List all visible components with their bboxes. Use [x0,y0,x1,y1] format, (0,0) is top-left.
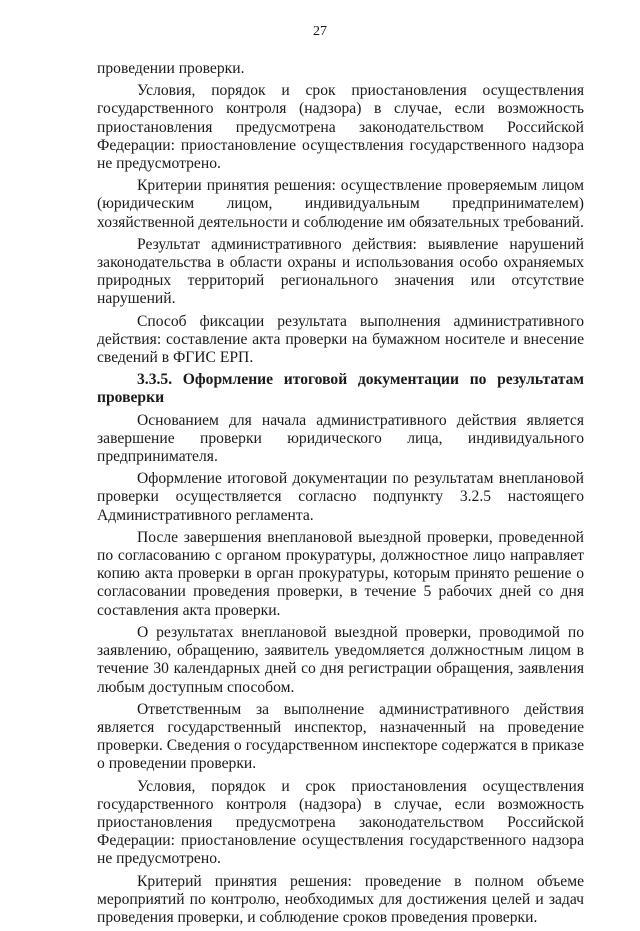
paragraph-continuation: проведении проверки. [97,60,245,77]
paragraph-decision-criteria: Критерии принятия решения: осуществление проверяемым лицом (юридическим лицом, индивидуальным предпринимателем) хозяйственной деятельности и соблюдение им обязательных требований. [97,177,584,231]
paragraph-prosecutor-copy: После завершения внеплановой выездной проверки, проведенной по согласованию с органом прокуратуры, должностное лицо направляет копию акта проверки в орган прокуратуры, которым принято решение о согласовании проведения проверки, в течение 5 рабочих дней со дня составления акта проверки. [97,528,584,619]
page-number: 27 [313,24,327,39]
paragraph-decision-criterion-final: Критерий принятия решения: проведение в полном объеме мероприятий по контролю, необходимых для достижения целей и задач проведения проверки, и соблюдение сроков проведения проверки. [97,872,584,926]
paragraph-suspension-conditions-repeat: Условия, порядок и срок приостановления осуществления государственного контроля (надзора) в случае, если возможность приостановления предусмотрена законодательством Российской Федерации: приостановление осуществления государственного надзора не предусмотрено. [97,777,584,868]
document-body [97,60,584,931]
paragraph-action-basis: Основанием для начала административного действия является завершение проверки юридического лица, индивидуального предпринимателя. [97,411,584,466]
paragraph-documentation: Оформление итоговой документации по результатам внеплановой проверки осуществляется согласно подпункту 3.2.5 настоящего Административного регламента. [97,470,584,524]
paragraph-responsible-person: Ответственным за выполнение административного действия является государственный инспектор, назначенный на проведение проверки. Сведения о государственном инспекторе содержатся в приказе о проведении проверки. [97,700,584,773]
paragraph-action-result: Результат административного действия: выявление нарушений законодательства в области охраны и использования особо охраняемых природных территорий регионального значения или отсутствие нарушений. [97,235,584,308]
paragraph-applicant-notice: О результатах внеплановой выездной проверки, проводимой по заявлению, обращению, заявитель уведомляется должностным лицом в течение 30 календарных дней со дня регистрации обращения, заявления любым доступным способом. [97,623,584,696]
section-heading-3-3-5: 3.3.5. Оформление итоговой документации по результатам проверки [97,371,584,407]
paragraph-suspension-conditions: Условия, порядок и срок приостановления осуществления государственного контроля (надзора) в случае, если возможность приостановления предусмотрена законодательством Российской Федерации: приостановление осуществления государственного надзора не предусмотрено. [97,82,584,173]
paragraph-fixation-method: Способ фиксации результата выполнения административного действия: составление акта проверки на бумажном носителе и внесение сведений в ФГИС ЕРП. [97,312,584,367]
